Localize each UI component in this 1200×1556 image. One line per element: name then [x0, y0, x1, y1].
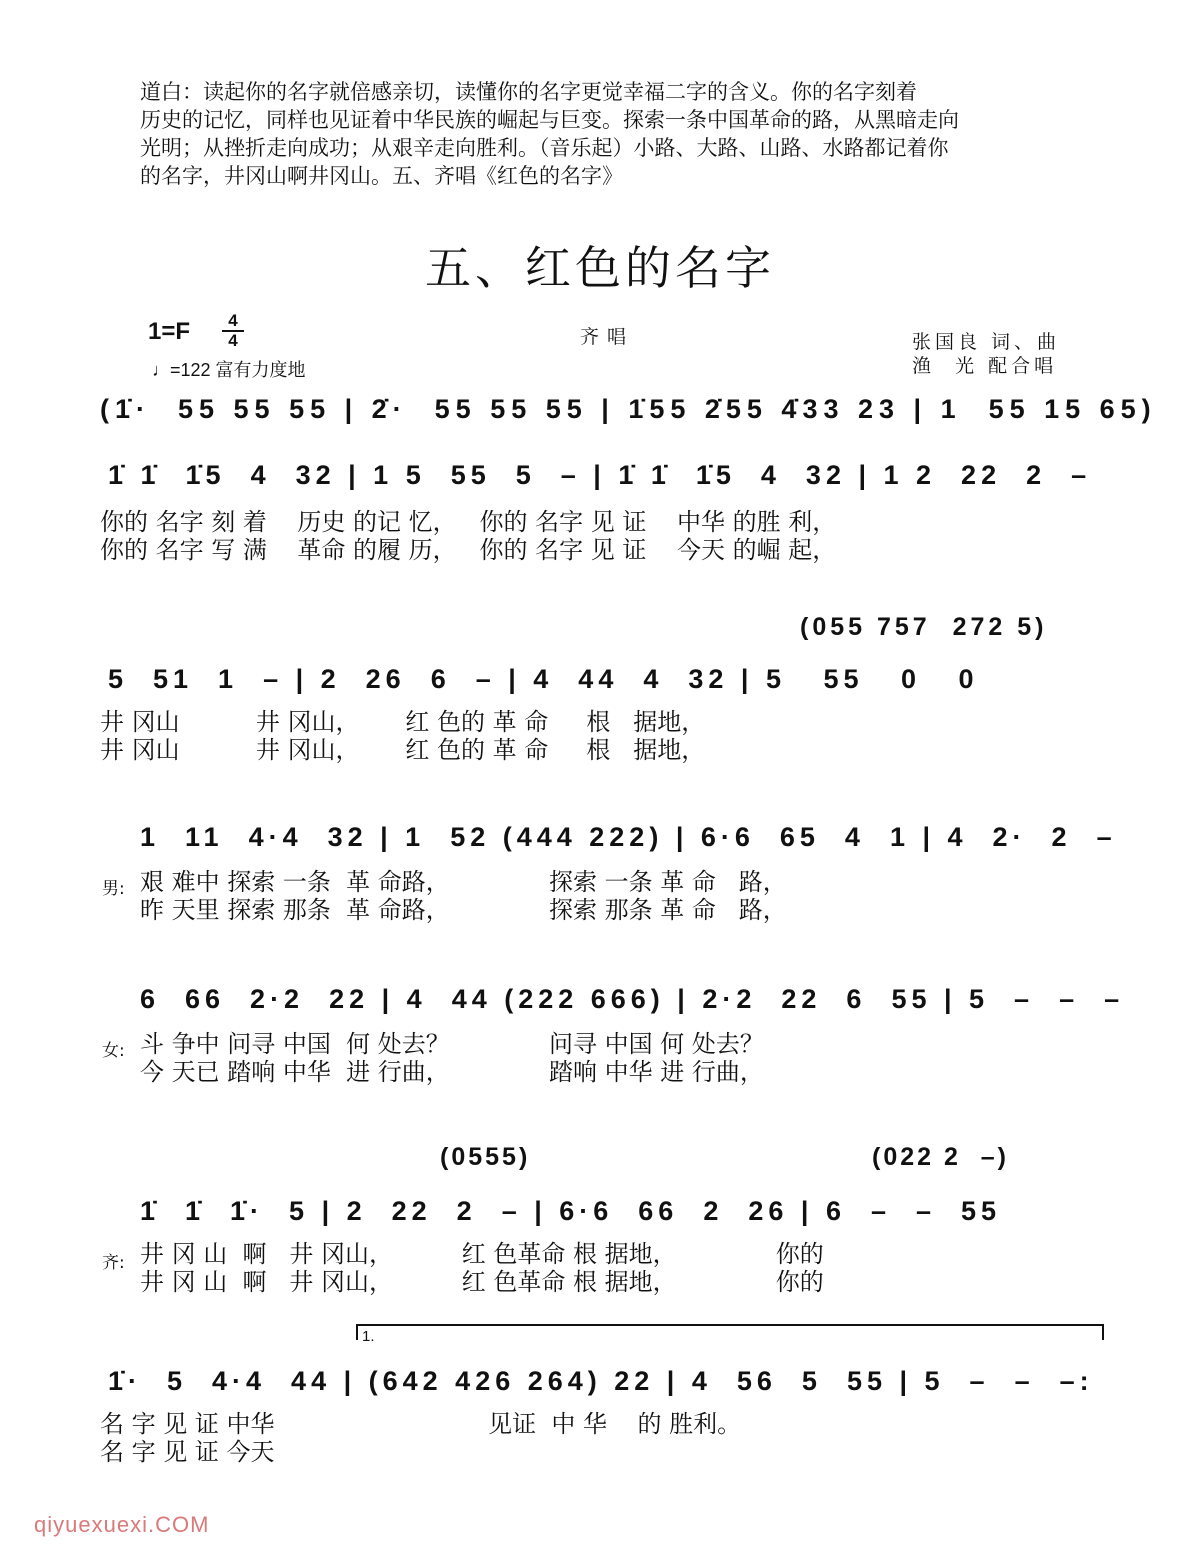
song-title: 五、红色的名字 [425, 241, 775, 295]
credits [912, 330, 1060, 378]
notes-row: 5 51 1 – | 2 26 6 – | 4 44 4 32 | 5 55 0 0 [108, 664, 979, 694]
lyrics-verse-2: 井 冈山 井 冈山， 红 色的 革 命 根 据地， [100, 736, 706, 764]
staff-row-1 [100, 392, 1157, 442]
notes-row: 1̇ 1̇ 1̇· 5 | 2 22 2 – | 6·6 66 2 26 | 6 – – 55 [140, 1196, 1002, 1226]
time-bottom: 4 [222, 330, 244, 350]
notes-row: 1 11 4·4 32 | 1 52 (444 222) | 6·6 65 4 1 | 4 2· 2 – [140, 822, 1117, 852]
lyrics-verse-2: 今 天已 踏响 中华 进 行曲， 踏响 中华 进 行曲， [140, 1058, 764, 1086]
lyrics-verse-2: 昨 天里 探索 那条 革 命路， 探索 那条 革 命 路， [140, 896, 787, 924]
time-top: 4 [228, 311, 238, 330]
lyrics-verse-2: 你的 名字 写 满 革命 的履 历， 你的 名字 见 证 今天 的崛 起， [100, 536, 837, 564]
lyrics-verse-1: 斗 争中 问寻 中国 何 处去？ 问寻 中国 何 处去？ [140, 1030, 764, 1058]
intro-line: 的名字，井冈山啊井冈山。五、齐唱《红色的名字》 [140, 164, 623, 188]
volta-number: 1. [362, 1328, 375, 1345]
notes-row: 1̇ 1̇ 1̇5 4 32 | 1 5 55 5 – | 1̇ 1̇ 1̇5 4 32 | 1 2 22 2 – [108, 460, 1092, 490]
lyrics-verse-1: 井 冈 山 啊 井 冈山， 红 色革命 根 据地， 你的 [140, 1240, 824, 1268]
voice-role: 男: [102, 879, 125, 899]
intro-line: 历史的记忆，同样也见证着中华民族的崛起与巨变。探索一条中国革命的路，从黑暗走向 [140, 108, 959, 132]
bracket-phrase: (022 2 –) [872, 1143, 1010, 1171]
site-watermark: qiyuexuexi.COM [34, 1512, 210, 1537]
time-signature [222, 312, 244, 350]
key-signature: 1=F [148, 318, 191, 345]
notes-row: (1̇· 55 55 55 | 2̇· 55 55 55 | 1̇55 2̇55 4̇33 23 | 1 55 15 65) [100, 394, 1157, 424]
voice-role: 齐: [102, 1253, 125, 1273]
staff-row-6 [100, 1140, 1120, 1300]
staff-row-3 [100, 610, 1120, 770]
credit-line: 张国良 词、曲 [912, 331, 1061, 353]
bracket-phrase: (055 757 272 5) [800, 613, 1048, 641]
lyrics-verse-1: 名 字 见 证 中华 见证 中 华 的 胜利。 [100, 1410, 742, 1438]
bracket-phrase: (0555) [440, 1143, 531, 1171]
credit-line: 渔 光 配合唱 [912, 355, 1058, 377]
staff-row-5 [100, 982, 1125, 1092]
lyrics-verse-1: 艰 难中 探索 一条 革 命路， 探索 一条 革 命 路， [140, 868, 787, 896]
notes-row: 1̇· 5 4·4 44 | (642 426 264) 22 | 4 56 5 55 | 5 – – –: [108, 1366, 1094, 1396]
staff-row-2 [100, 458, 1120, 568]
intro-line: 道白：读起你的名字就倍感亲切，读懂你的名字更觉幸福二字的含义。你的名字刻着 [140, 80, 917, 104]
performance-mode: 齐唱 [580, 326, 635, 348]
voice-role: 女: [102, 1041, 125, 1061]
lyrics-verse-1: 你的 名字 刻 着 历史 的记 忆， 你的 名字 见 证 中华 的胜 利， [100, 508, 837, 536]
tempo-marking: ♩=122 富有力度地 [152, 360, 306, 380]
lyrics-verse-2: 名 字 见 证 今天 [100, 1438, 275, 1466]
staff-row-4 [100, 820, 1120, 930]
staff-row-7 [100, 1324, 1120, 1474]
notes-row: 6 66 2·2 22 | 4 44 (222 666) | 2·2 22 6 55 | 5 – – – [140, 984, 1125, 1014]
lyrics-verse-1: 井 冈山 井 冈山， 红 色的 革 命 根 据地， [100, 708, 706, 736]
intro-text [140, 78, 1070, 190]
intro-line: 光明；从挫折走向成功；从艰辛走向胜利。（音乐起）小路、大路、山路、水路都记着你 [140, 136, 949, 160]
lyrics-verse-2: 井 冈 山 啊 井 冈山， 红 色革命 根 据地， 你的 [140, 1268, 824, 1296]
first-ending-bracket [356, 1324, 1104, 1340]
